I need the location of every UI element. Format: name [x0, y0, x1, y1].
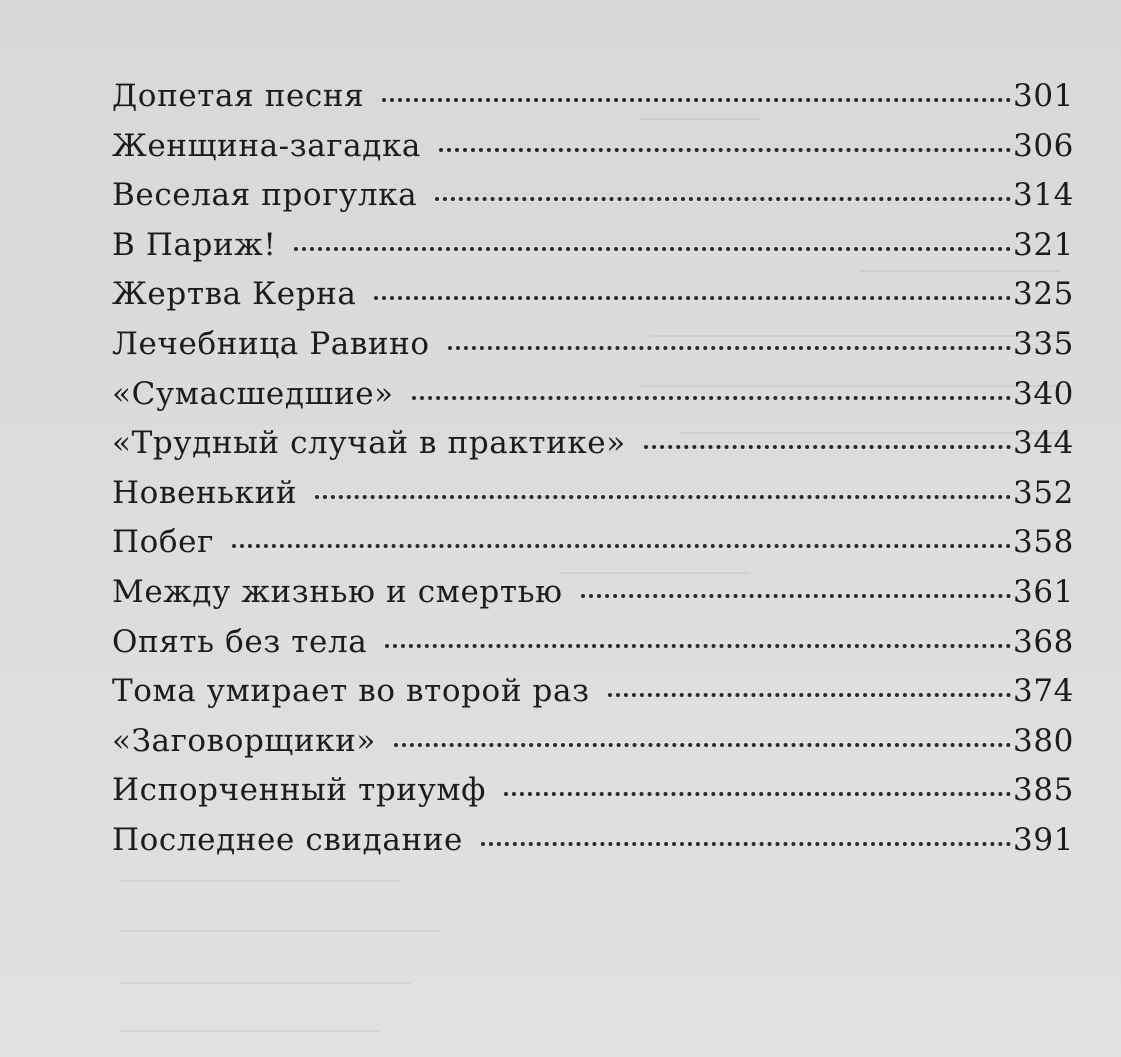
toc-entry-page-number: 380	[1013, 722, 1074, 759]
toc-entry-title: Между жизнью и смертью	[112, 573, 563, 610]
toc-entry-page-number: 321	[1013, 226, 1074, 263]
dot-leader	[504, 792, 1011, 796]
toc-entry-page-number: 352	[1013, 474, 1074, 511]
dot-leader	[581, 594, 1011, 598]
toc-entry-title: Женщина-загадка	[112, 127, 421, 164]
toc-entry-page-number: 301	[1013, 78, 1074, 114]
dot-leader	[315, 495, 1011, 499]
dot-leader	[232, 544, 1011, 548]
toc-entry-title: Веселая прогулка	[112, 177, 418, 214]
dot-leader	[439, 148, 1011, 152]
dot-leader	[374, 296, 1011, 300]
toc-entry	[112, 624, 1074, 674]
dot-leader	[644, 445, 1011, 449]
toc-entry-title: Лечебница Равино	[112, 325, 430, 362]
toc-entry	[112, 326, 1074, 376]
toc-entry-title: «Заговорщики»	[112, 722, 376, 759]
toc-entry-title: В Париж!	[112, 226, 277, 263]
toc-entry	[112, 276, 1074, 326]
toc-entry-page-number: 335	[1013, 325, 1074, 362]
toc-entry-title: Опять без тела	[112, 623, 368, 660]
toc-entry	[112, 673, 1074, 723]
toc-entry-title: Последнее свидание	[112, 821, 463, 858]
dot-leader	[412, 396, 1011, 400]
toc-entry	[112, 425, 1074, 475]
toc-entry	[112, 822, 1074, 872]
dot-leader	[608, 693, 1011, 697]
toc-entry-page-number: 306	[1013, 127, 1074, 164]
toc-entry-page-number: 374	[1013, 673, 1074, 710]
dot-leader	[294, 247, 1011, 251]
table-of-contents	[112, 78, 1074, 872]
toc-entry-title: «Трудный случай в практике»	[112, 425, 626, 462]
dot-leader	[448, 346, 1011, 350]
toc-entry-page-number: 325	[1013, 276, 1074, 313]
toc-entry	[112, 78, 1074, 128]
dot-leader	[382, 98, 1011, 102]
toc-entry	[112, 128, 1074, 178]
toc-entry-page-number: 314	[1013, 177, 1074, 214]
toc-entry	[112, 376, 1074, 426]
toc-entry-title: Испорченный триумф	[112, 772, 486, 809]
toc-entry-page-number: 391	[1013, 821, 1074, 858]
dot-leader	[435, 197, 1011, 201]
dot-leader	[394, 743, 1011, 747]
toc-entry	[112, 524, 1074, 574]
toc-entry	[112, 723, 1074, 773]
toc-entry-title: Побег	[112, 524, 214, 561]
toc-entry	[112, 475, 1074, 525]
toc-entry	[112, 772, 1074, 822]
toc-entry-page-number: 344	[1013, 425, 1074, 462]
dot-leader	[481, 842, 1011, 846]
toc-entry	[112, 227, 1074, 277]
toc-entry-title: Тома умирает во второй раз	[112, 673, 590, 710]
toc-entry	[112, 574, 1074, 624]
toc-entry	[112, 177, 1074, 227]
toc-entry-page-number: 385	[1013, 772, 1074, 809]
dot-leader	[385, 644, 1011, 648]
toc-entry-title: Допетая песня	[112, 78, 365, 114]
toc-entry-page-number: 358	[1013, 524, 1074, 561]
toc-entry-title: «Сумасшедшие»	[112, 375, 394, 412]
toc-entry-page-number: 368	[1013, 623, 1074, 660]
toc-entry-title: Жертва Керна	[112, 276, 357, 313]
toc-entry-page-number: 361	[1013, 573, 1074, 610]
toc-entry-page-number: 340	[1013, 375, 1074, 412]
toc-entry-title: Новенький	[112, 474, 298, 511]
